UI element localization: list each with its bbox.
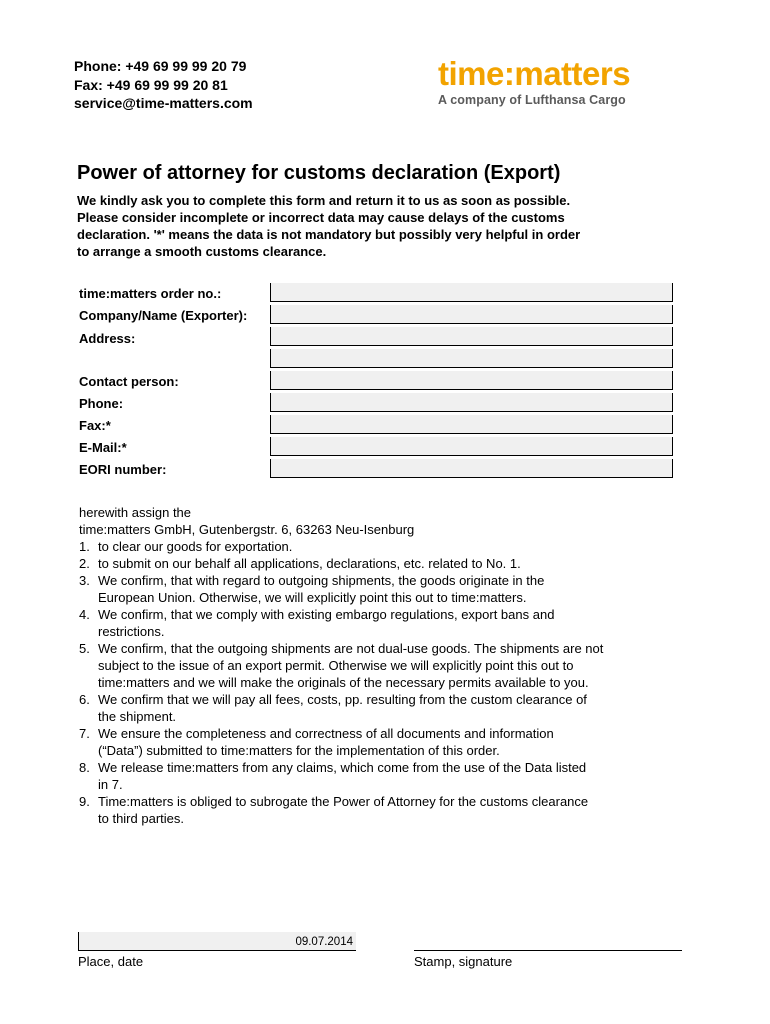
logo-colon: :	[503, 55, 515, 92]
intro-line: to arrange a smooth customs clearance.	[77, 244, 327, 259]
address-field-line1[interactable]	[270, 327, 673, 346]
list-item	[79, 606, 679, 640]
phone-field[interactable]	[270, 393, 673, 412]
eori-label: EORI number:	[79, 462, 167, 477]
place-date-label: Place, date	[78, 954, 144, 969]
intro-line: declaration. '*' means the data is not mandatory but possibly very helpful in order	[77, 227, 581, 242]
list-item-number: 1.	[79, 539, 90, 554]
logo-word-left: time	[438, 55, 504, 92]
list-item	[79, 572, 679, 606]
list-item	[79, 538, 679, 555]
contact-fax: Fax: +49 69 99 99 20 81	[74, 76, 228, 93]
list-item	[79, 640, 679, 691]
list-item-line: We confirm, that the outgoing shipments are not dual-use goods. The shipments are not	[98, 641, 604, 656]
list-item-number: 2.	[79, 556, 90, 571]
contact-email: service@time-matters.com	[74, 95, 253, 111]
order-no-field[interactable]	[270, 283, 673, 302]
contact-person-field[interactable]	[270, 371, 673, 390]
intro-line: Please consider incomplete or incorrect data may cause delays of the customs	[77, 210, 565, 225]
phone-label: Phone:	[79, 396, 124, 411]
list-item-number: 9.	[79, 794, 90, 809]
stamp-signature-label: Stamp, signature	[414, 954, 513, 969]
eori-field[interactable]	[270, 459, 673, 478]
list-item	[79, 793, 679, 827]
list-item-line: the shipment.	[98, 709, 177, 724]
list-item-line: in 7.	[98, 777, 123, 792]
intro-line: We kindly ask you to complete this form and return it to us as soon as possible.	[77, 193, 571, 208]
list-item-number: 7.	[79, 726, 90, 741]
authorization-list	[79, 538, 679, 827]
list-item-number: 3.	[79, 573, 90, 588]
list-item-line: to submit on our behalf all applications, declarations, etc. related to No. 1.	[98, 556, 521, 571]
email-label: E-Mail:*	[79, 440, 127, 455]
list-item-number: 8.	[79, 760, 90, 775]
fax-field[interactable]	[270, 415, 673, 434]
list-item-number: 5.	[79, 641, 90, 656]
address-label: Address:	[79, 331, 136, 346]
fax-label: Fax:*	[79, 418, 111, 433]
list-item-line: Time:matters is obliged to subrogate the Power of Attorney for the customs clearance	[98, 794, 589, 809]
list-item-line: We confirm, that with regard to outgoing shipments, the goods originate in the	[98, 573, 545, 588]
email-field[interactable]	[270, 437, 673, 456]
authorization-text	[79, 504, 679, 827]
list-item-line: to clear our goods for exportation.	[98, 539, 293, 554]
list-item-line: restrictions.	[98, 624, 165, 639]
contact-phone: Phone: +49 69 99 99 20 79	[74, 58, 247, 74]
order-no-label: time:matters order no.:	[79, 286, 222, 301]
signature-line[interactable]	[414, 950, 682, 951]
intro-paragraph	[77, 192, 657, 260]
list-item-line: to third parties.	[98, 811, 184, 826]
address-field-line2[interactable]	[270, 349, 673, 368]
assignee-company: time:matters GmbH, Gutenbergstr. 6, 63263 Neu-Isenburg	[79, 522, 415, 537]
company-label: Company/Name (Exporter):	[79, 308, 248, 323]
list-item	[79, 691, 679, 725]
company-logo	[438, 56, 674, 108]
logo-tagline: A company of Lufthansa Cargo	[438, 93, 626, 107]
list-item-line: We confirm, that we comply with existing embargo regulations, export bans and	[98, 607, 555, 622]
list-item	[79, 555, 679, 572]
contact-block	[74, 57, 253, 113]
list-item-line: We ensure the completeness and correctness of all documents and information	[98, 726, 554, 741]
contact-person-label: Contact person:	[79, 374, 179, 389]
list-item	[79, 725, 679, 759]
list-item-number: 6.	[79, 692, 90, 707]
list-item-line: We confirm that we will pay all fees, costs, pp. resulting from the custom clearance of	[98, 692, 587, 707]
logo-word-right: matters	[514, 55, 631, 92]
assign-text: herewith assign the	[79, 505, 192, 520]
list-item-line: European Union. Otherwise, we will explicitly point this out to time:matters.	[98, 590, 527, 605]
date-value: 09.07.2014	[295, 936, 353, 948]
list-item-line: (“Data”) submitted to time:matters for the implementation of this order.	[98, 743, 500, 758]
list-item-line: We release time:matters from any claims, which come from the use of the Data listed	[98, 760, 587, 775]
place-date-field[interactable]	[78, 932, 356, 951]
company-field[interactable]	[270, 305, 673, 324]
logo-wordmark	[438, 56, 674, 92]
list-item-number: 4.	[79, 607, 90, 622]
list-item	[79, 759, 679, 793]
page-title: Power of attorney for customs declaration (Export)	[77, 162, 561, 184]
list-item-line: time:matters and we will make the originals of the necessary permits available to you.	[98, 675, 589, 690]
list-item-line: subject to the issue of an export permit. Otherwise we will explicitly point this out to	[98, 658, 574, 673]
